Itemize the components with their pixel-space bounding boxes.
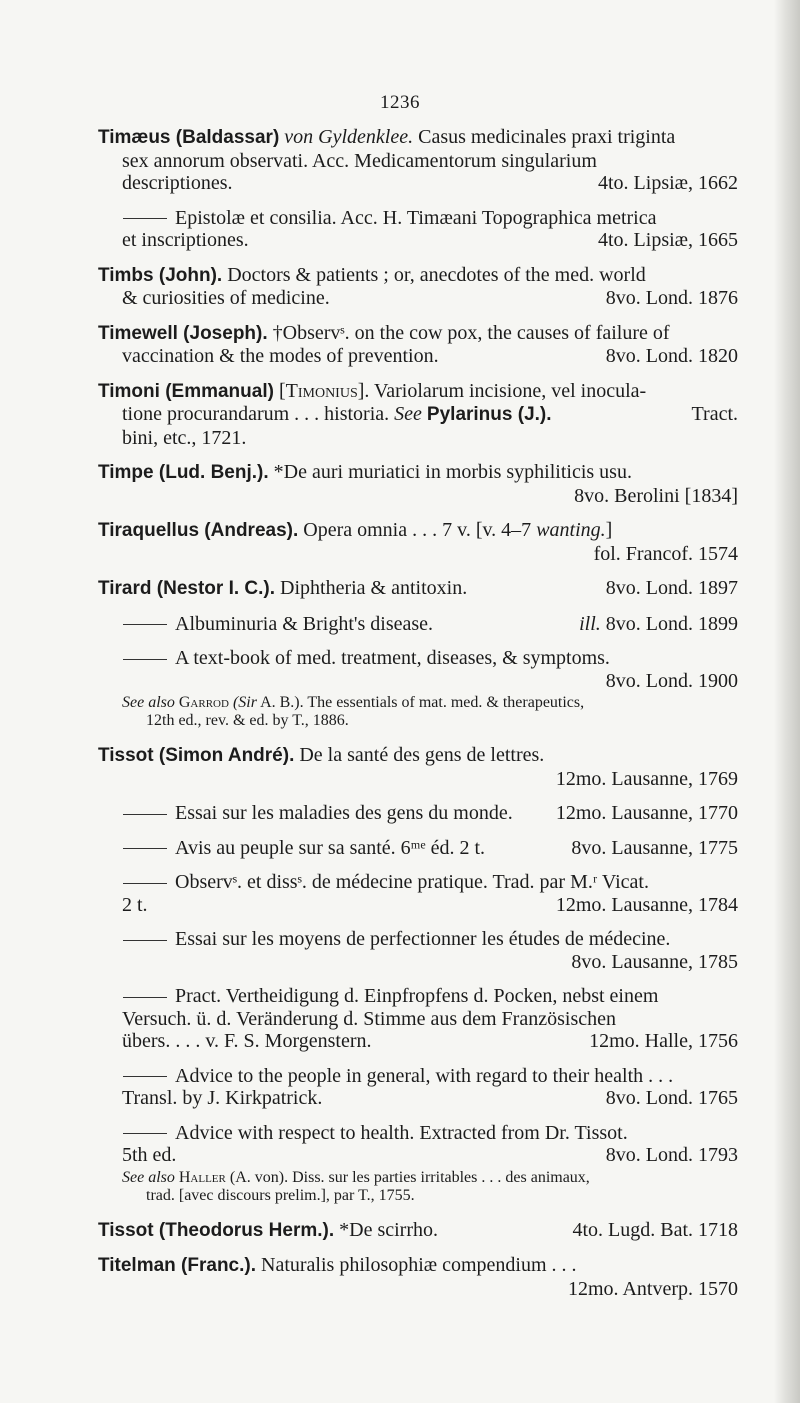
ditto-dash — [123, 1076, 167, 1077]
entry-tirard-3 — [98, 647, 738, 730]
entry-timaeus — [98, 126, 738, 195]
entry-line — [98, 1087, 738, 1110]
entry-tissot-8 — [98, 1122, 738, 1205]
imprint: 8vo. Lond. 1900 — [605, 669, 738, 692]
see-reference: See — [394, 403, 422, 425]
entry-note: wanting. — [536, 519, 606, 541]
ditto-dash — [123, 814, 167, 815]
imprint: 8vo. Lond. 1899 — [605, 612, 738, 635]
illustrated-note: ill. — [579, 612, 601, 635]
cross-reference-name: Pylarinus (J.). — [426, 404, 552, 425]
ditto-dash — [123, 848, 167, 849]
entry-text: 5th ed. — [122, 1144, 177, 1166]
imprint: 4to. Lipsiæ, 1665 — [597, 229, 738, 251]
imprint: 8vo. Berolini [1834] — [574, 484, 738, 507]
entry-text: Observˢ. et dissˢ. de médecine pratique. Trad. par M.ʳ Vicat. — [175, 871, 649, 893]
entry-titelman — [98, 1254, 738, 1300]
author-name: Timæus (Baldassar) — [98, 127, 280, 148]
author-name: Tiraquellus (Andreas). — [98, 520, 299, 541]
cross-reference-name: Garrod — [178, 694, 229, 711]
author-name: Titelman (Franc.). — [98, 1255, 257, 1276]
ditto-dash — [123, 218, 167, 219]
imprint: 12mo. Lausanne, 1784 — [555, 893, 738, 916]
entry-text: Epistolæ et consilia. Acc. H. Timæani Topographica metrica — [175, 206, 657, 229]
author-name: Tissot (Theodorus Herm.). — [98, 1219, 335, 1241]
imprint: 12mo. Lausanne, 1770 — [555, 802, 738, 824]
entry-text: Casus medicinales praxi triginta — [418, 126, 676, 148]
title-prefix: (Sir — [232, 694, 257, 711]
entry-tissot-7 — [98, 1065, 738, 1110]
entry-text: Opera omnia . . . 7 v. [v. 4–7 — [303, 519, 532, 541]
entry-text: †Observˢ. on the cow pox, the causes of failure of — [272, 321, 670, 344]
entry-tissot-6 — [98, 985, 738, 1053]
imprint: 12mo. Antverp. 1570 — [568, 1277, 738, 1300]
see-also-label: See also — [122, 694, 175, 711]
note-text: A. B.). The essentials of mat. med. & therapeutics, — [260, 694, 585, 711]
entry-tirard-2 — [98, 613, 738, 636]
entry-line — [98, 1144, 738, 1167]
ditto-dash — [123, 624, 167, 625]
entry-timewell — [98, 322, 738, 368]
ditto-dash — [123, 1133, 167, 1134]
entry-tirard — [98, 577, 738, 601]
entry-text: vaccination & the modes of prevention. — [122, 345, 439, 367]
author-name: Timoni (Emmanual) — [98, 380, 274, 402]
ditto-dash — [123, 659, 167, 660]
imprint: 12mo. Halle, 1756 — [589, 1030, 738, 1052]
imprint: 8vo. Lond. 1876 — [605, 287, 738, 309]
catalogue-entries — [98, 126, 738, 1312]
entry-tissot-theodorus — [98, 1219, 738, 1243]
entry-text: Avis au peuple sur sa santé. 6ᵐᵉ éd. 2 t. — [175, 836, 486, 859]
note-text: (A. von). Diss. sur les parties irritables . . . des animaux, — [229, 1168, 590, 1186]
entry-text: tione procurandarum . . . historia. — [122, 403, 390, 425]
author-name: Timpe (Lud. Benj.). — [98, 462, 269, 483]
entry-line — [98, 802, 738, 825]
imprint: 8vo. Lausanne, 1775 — [571, 836, 738, 859]
entry-text: *De auri muriatici in morbis syphiliticis usu. — [273, 461, 632, 483]
entry-text: sex annorum observati. Acc. Medicamentorum singularium — [122, 149, 597, 172]
entry-timpe — [98, 461, 738, 507]
entry-tissot-5 — [98, 928, 738, 973]
entry-text: bini, etc., 1721. — [122, 426, 247, 449]
author-name: Tirard (Nestor I. C.). — [98, 578, 276, 599]
ditto-dash — [123, 883, 167, 884]
entry-line — [98, 172, 738, 195]
entry-text: Naturalis philosophiæ compendium . . . — [261, 1254, 577, 1276]
see-also-note — [98, 694, 738, 730]
entry-tissot — [98, 744, 738, 790]
note-text: 12th ed., rev. & ed. by T., 1886. — [146, 712, 349, 729]
entry-text: Advice to the people in general, with regard to their health . . . — [175, 1064, 674, 1087]
imprint: 12mo. Lausanne, 1769 — [555, 767, 738, 790]
entry-timoni — [98, 380, 738, 450]
entry-line — [98, 345, 738, 368]
imprint: 8vo. Lond. 1820 — [605, 345, 738, 367]
entry-tissot-4 — [98, 871, 738, 916]
cross-reference-name: Haller — [178, 1168, 226, 1186]
latinized-name: Timonius — [285, 379, 358, 402]
author-name: Timewell (Joseph). — [98, 322, 268, 344]
imprint: 8vo. Lond. 1765 — [605, 1087, 738, 1109]
entry-text: Transl. by J. Kirkpatrick. — [122, 1087, 323, 1109]
entry-tissot-3 — [98, 837, 738, 860]
entry-line — [98, 1030, 738, 1053]
entry-text: Versuch. ü. d. Veränderung d. Stimme aus dem Französischen — [122, 1007, 616, 1030]
entry-line — [98, 613, 738, 636]
entry-text: et inscriptiones. — [122, 229, 249, 251]
entry-tissot-2 — [98, 802, 738, 825]
entry-timaeus-2 — [98, 207, 738, 252]
entry-text: *De scirrho. — [339, 1218, 438, 1241]
imprint: 8vo. Lausanne, 1785 — [571, 950, 738, 973]
entry-text: Tract. — [691, 403, 738, 425]
entry-text: De la santé des gens de lettres. — [299, 744, 545, 766]
imprint: 4to. Lugd. Bat. 1718 — [572, 1218, 738, 1241]
bracket: [ — [278, 379, 286, 402]
page-number: 1236 — [380, 92, 420, 113]
entry-text: Essai sur les maladies des gens du monde. — [175, 802, 513, 824]
entry-text: Doctors & patients ; or, anecdotes of the med. world — [227, 263, 646, 286]
imprint: fol. Francof. 1574 — [593, 542, 738, 565]
entry-line — [98, 894, 738, 917]
imprint: 4to. Lipsiæ, 1662 — [597, 172, 738, 194]
entry-text: 2 t. — [122, 893, 148, 916]
entry-line — [98, 287, 738, 310]
entry-line — [98, 403, 738, 427]
entry-timbs — [98, 264, 738, 310]
entry-text: & curiosities of medicine. — [122, 287, 330, 309]
see-also-note — [98, 1169, 738, 1205]
note-text: trad. [avec discours prelim.], par T., 1755. — [146, 1186, 415, 1204]
entry-text: übers. . . . v. F. S. Morgenstern. — [122, 1030, 372, 1052]
ditto-dash — [123, 997, 167, 998]
entry-text: Essai sur les moyens de perfectionner les études de médecine. — [175, 928, 671, 950]
see-also-label: See also — [122, 1168, 175, 1186]
entry-text: Advice with respect to health. Extracted from Dr. Tissot. — [175, 1121, 628, 1144]
author-name: Timbs (John). — [98, 264, 223, 286]
entry-text: ]. Variolarum incisione, vel inocula- — [357, 379, 647, 402]
entry-tiraquellus — [98, 519, 738, 565]
entry-text: Pract. Vertheidigung d. Einpfropfens d. Pocken, nebst einem — [175, 985, 659, 1007]
author-suffix: Gyldenklee. — [318, 126, 414, 148]
entry-text: Diphtheria & antitoxin. — [280, 577, 468, 599]
bracket: ] — [605, 519, 613, 541]
page-edge-shadow — [774, 0, 800, 1403]
entry-text: A text-book of med. treatment, diseases, & symptoms. — [175, 647, 610, 669]
entry-line — [98, 577, 738, 601]
imprint: 8vo. Lond. 1793 — [605, 1144, 738, 1166]
entry-line — [98, 837, 738, 860]
entry-text: Albuminuria & Bright's disease. — [175, 612, 434, 635]
entry-line — [98, 229, 738, 252]
ditto-dash — [123, 940, 167, 941]
author-name: Tissot (Simon André). — [98, 745, 295, 766]
author-particle: von — [284, 126, 314, 148]
imprint: 8vo. Lond. 1897 — [605, 577, 738, 599]
entry-text: descriptiones. — [122, 172, 233, 194]
entry-line — [98, 1219, 738, 1243]
